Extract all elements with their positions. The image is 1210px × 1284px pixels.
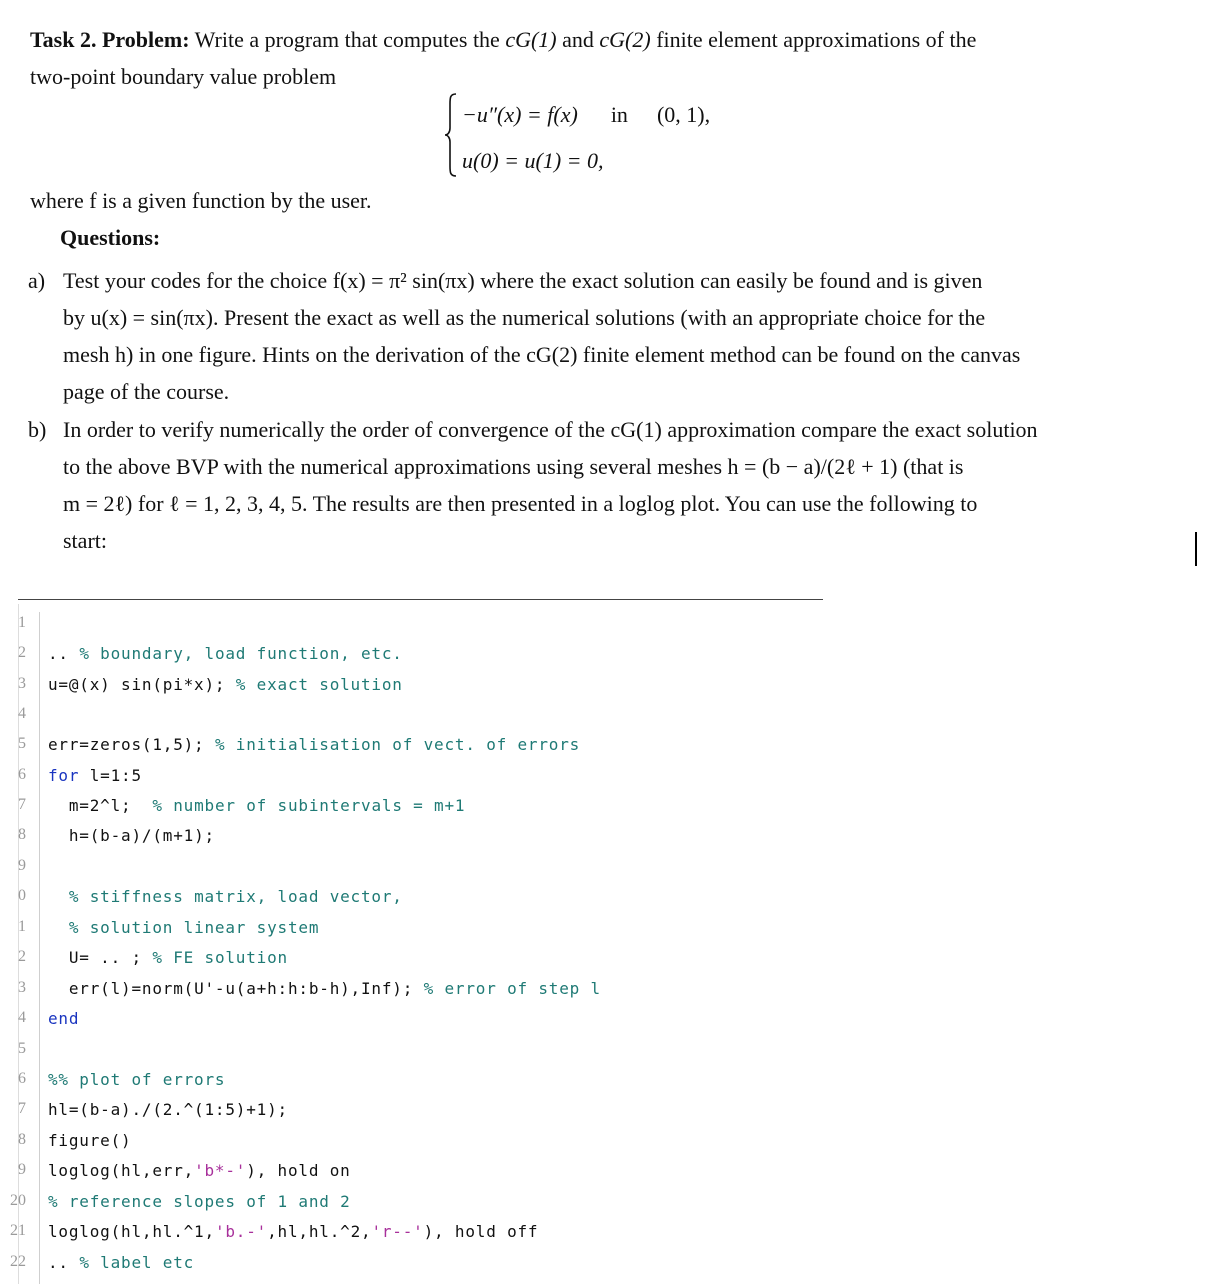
line-number: 1: [18, 918, 26, 935]
code-top-rule: [18, 599, 823, 600]
code-line-13: err(l)=norm(U'-u(a+h:h:b-h),Inf); % error of step l: [68, 979, 601, 998]
question-b-text: In order to verify numerically the order of convergence of the cG(1) approximation compare the exact solution to the above BVP with the numerical approximations using several meshes h = (b − a)/(2ℓ + 1) (that is m = 2ℓ) for ℓ = 1, 2, 3, 4, 5. The results are then presented in a loglog plot. You can use the following to start:: [63, 417, 1038, 553]
equation-line-2: u(0) = u(1) = 0,: [462, 148, 604, 173]
line-number: 20: [10, 1192, 26, 1209]
line-number: 4: [18, 705, 26, 722]
code-line-3: u=@(x) sin(pi*x); % exact solution: [48, 675, 403, 694]
line-number: 2: [18, 644, 26, 661]
code-line-5: err=zeros(1,5); % initialisation of vect. of errors: [48, 735, 581, 754]
line-number: 8: [18, 1131, 26, 1148]
line-number: 3: [18, 979, 26, 996]
code-line-2: .. % boundary, load function, etc.: [48, 644, 403, 663]
code-line-16: %% plot of errors: [48, 1070, 226, 1089]
task-intro: Task 2. Problem: Write a program that computes the cG(1) and cG(2) finite element approximations of the two-point boundary value problem: [30, 27, 977, 89]
equation-line-1: −u″(x) = f(x) in (0, 1),: [462, 102, 711, 127]
line-number: 6: [18, 766, 26, 783]
line-number: 2: [18, 948, 26, 965]
question-b-label: b): [28, 417, 47, 442]
question-a-label: a): [28, 268, 46, 293]
line-number: 9: [18, 857, 26, 874]
task-heading: Task 2. Problem:: [30, 27, 190, 52]
line-number: 1: [18, 614, 26, 631]
text-cursor: [1195, 532, 1197, 566]
line-number: 5: [18, 1040, 26, 1057]
line-number: 21: [10, 1222, 26, 1239]
code-line-6: for l=1:5: [48, 766, 142, 785]
line-number: 3: [18, 675, 26, 692]
where-text: where f is a given function by the user.: [30, 188, 372, 213]
code-gutter-rule: [39, 612, 40, 1284]
code-line-18: figure(): [48, 1131, 132, 1150]
code-line-19: loglog(hl,err,'b*-'), hold on: [48, 1161, 351, 1180]
line-number: 22: [10, 1253, 26, 1270]
question-a-text: Test your codes for the choice f(x) = π² sin(πx) where the exact solution can easily be found and is given by u(x) = sin(πx). Present the exact as well as the numerical solutions (with an appropriate choice for the mesh h) in one figure. Hints on the derivation of the cG(2) finite element method can be found on the canvas page of the course.: [63, 268, 1021, 404]
code-line-7: m=2^l; % number of subintervals = m+1: [68, 796, 466, 815]
line-number: 8: [18, 826, 26, 843]
code-line-22: .. % label etc: [48, 1253, 195, 1272]
code-line-12: U= .. ; % FE solution: [68, 948, 288, 967]
code-line-20: % reference slopes of 1 and 2: [48, 1192, 351, 1211]
questions-title: Questions:: [60, 225, 161, 250]
line-number: 5: [18, 735, 26, 752]
code-line-10: % stiffness matrix, load vector,: [68, 887, 403, 906]
code-line-14: end: [48, 1009, 80, 1028]
code-line-11: % solution linear system: [68, 918, 320, 937]
line-number: 6: [18, 1070, 26, 1087]
code-line-8: h=(b-a)/(m+1);: [68, 826, 215, 845]
code-line-21: loglog(hl,hl.^1,'b.-',hl,hl.^2,'r--'), hold off: [48, 1222, 539, 1241]
line-number: 9: [18, 1161, 26, 1178]
line-number: 7: [18, 1100, 26, 1117]
code-line-17: hl=(b-a)./(2.^(1:5)+1);: [48, 1100, 288, 1119]
line-number: 7: [18, 796, 26, 813]
line-number: 0: [18, 887, 26, 904]
left-brace-icon: [444, 92, 458, 178]
line-number: 4: [18, 1009, 26, 1026]
